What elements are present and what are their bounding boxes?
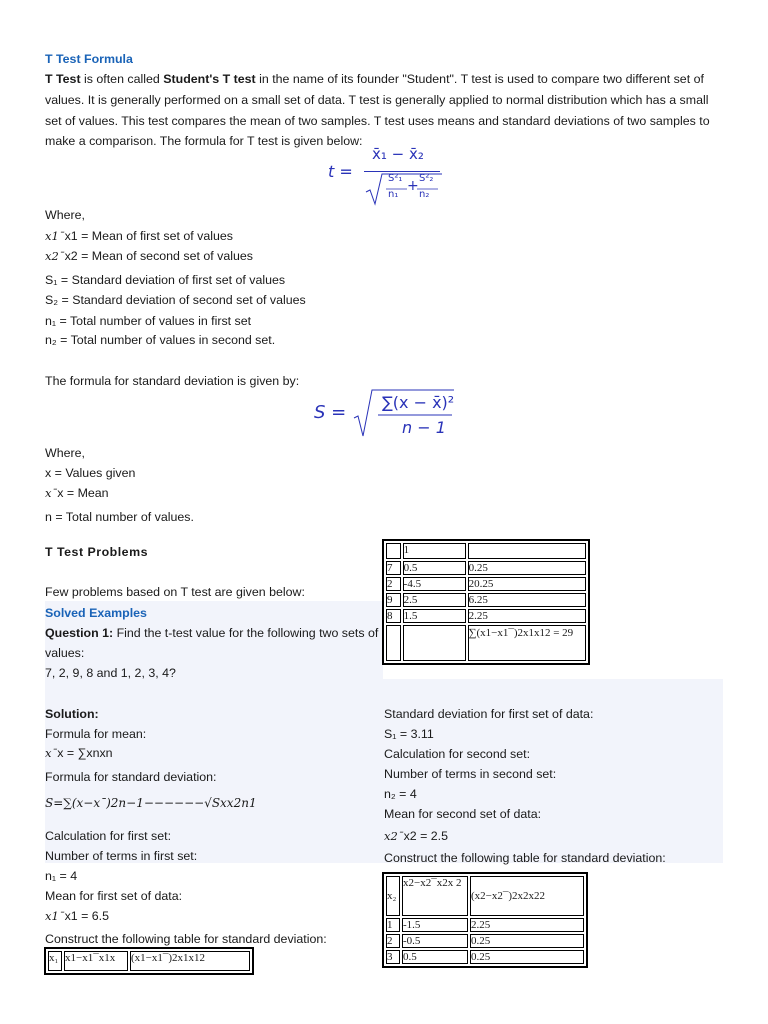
table-row: 9 2.5 6.25	[386, 593, 586, 607]
t-formula-s2: S²₂	[419, 173, 434, 184]
where-item: n₁ = Total number of values in first set	[45, 314, 252, 328]
sd-intro: The formula for standard deviation is given by:	[45, 374, 300, 388]
table-row: ∑(x1−x1¯)2x1x12 = 29	[386, 625, 586, 661]
question-line-2: values:	[45, 646, 85, 660]
t-formula-plus: +	[407, 178, 419, 194]
table-row: 8 1.5 2.25	[386, 609, 586, 623]
where-item: x¯x = Mean	[45, 486, 109, 500]
num-terms-first: Number of terms in first set:	[45, 849, 198, 863]
problems-intro: Few problems based on T test are given below:	[45, 585, 305, 599]
table-row: 1	[386, 543, 586, 559]
intro-text-1: is often called	[80, 72, 164, 86]
problems-heading: T Test Problems	[45, 545, 148, 559]
solved-examples-heading: Solved Examples	[45, 606, 147, 620]
sd-formula-numerator: ∑(x − x̄)²	[382, 393, 455, 412]
table-row: 2 -0.5 0.25	[386, 934, 584, 948]
second-set-sd-table	[382, 872, 588, 968]
mean-formula: x¯x = ∑xnxn	[45, 746, 113, 760]
intro-text-2: in the name of its founder "Student". T test is used to compare two different set of values. It is generally performed on a small set of data. T test is generally applied to normal distribution which has a small set of values. This test compares the mean of two samples. T test uses means and standard deviations of two samples to make a comparison. The formula for T test is given below:	[45, 72, 710, 149]
where-item: x = Values given	[45, 466, 136, 480]
sd-formula-inline: S=∑(x−x¯)2n−1−−−−−−√Sxx2n1	[45, 796, 257, 810]
t-formula-n2: n₂	[419, 189, 430, 200]
mean-second-label: Mean for second set of data:	[384, 807, 542, 821]
t-formula-numerator: x̄₁ − x̄₂	[372, 145, 424, 163]
calc-second-label: Calculation for second set:	[384, 747, 531, 761]
table-row: x₁ x1−x1¯x1x (x1−x1¯)2x1x12	[48, 951, 250, 971]
where-item: x2¯x2 = Mean of second set of values	[45, 249, 253, 263]
section-heading: T Test Formula	[45, 52, 133, 66]
where-label-1: Where,	[45, 208, 85, 222]
s1-value: S₁ = 3.11	[384, 727, 434, 741]
question-values: 7, 2, 9, 8 and 1, 2, 3, 4?	[45, 666, 176, 680]
mean-first-value: x1¯x1 = 6.5	[45, 909, 109, 923]
table-row: 1 -1.5 2.25	[386, 918, 584, 932]
num-terms-second: Number of terms in second set:	[384, 767, 557, 781]
mean-formula-label: Formula for mean:	[45, 727, 147, 741]
sd-formula-label: Formula for standard deviation:	[45, 770, 217, 784]
table-row: 7 0.5 0.25	[386, 561, 586, 575]
table-row: 2 -4.5 20.25	[386, 577, 586, 591]
where-item: S₁ = Standard deviation of first set of values	[45, 273, 286, 287]
intro-bold-ttest: T Test	[45, 72, 81, 86]
sd-formula-denominator: n − 1	[402, 418, 446, 437]
first-set-sd-table	[44, 947, 254, 975]
where-item: n = Total number of values.	[45, 510, 194, 524]
table-row: x₂ x2−x2¯x2x 2 (x2−x2¯)2x2x22	[386, 876, 584, 916]
calc-first-label: Calculation for first set:	[45, 829, 172, 843]
solution-right	[384, 704, 666, 868]
construct-table-right: Construct the following table for standard deviation:	[384, 851, 666, 865]
question-line	[45, 623, 378, 643]
sd-formula-lhs: S =	[314, 402, 347, 423]
question-text: Find the t-test value for the following two sets of	[113, 626, 379, 640]
n2-value: n₂ = 4	[384, 787, 417, 801]
solution-heading: Solution:	[45, 707, 99, 721]
mean-first-label: Mean for first set of data:	[45, 889, 183, 903]
where-item: n₂ = Total number of values in second set.	[45, 333, 276, 347]
question-label: Question 1:	[45, 626, 114, 640]
where-label-2: Where,	[45, 446, 85, 460]
t-formula-s1: S²₁	[388, 173, 403, 184]
sd-first-label: Standard deviation for first set of data:	[384, 707, 594, 721]
table-row: 3 0.5 0.25	[386, 950, 584, 964]
n1-value: n₁ = 4	[45, 869, 78, 883]
intro-bold-students: Student's T test	[163, 72, 256, 86]
where-item: S₂ = Standard deviation of second set of values	[45, 293, 306, 307]
t-test-formula	[328, 145, 458, 208]
mean-second-value: x2¯x2 = 2.5	[384, 829, 448, 843]
first-set-table	[382, 539, 590, 665]
construct-table-left: Construct the following table for standard deviation:	[45, 932, 327, 946]
where-item: x1¯x1 = Mean of first set of values	[45, 229, 233, 243]
intro-paragraph	[45, 69, 723, 152]
sd-formula	[312, 388, 457, 440]
t-formula-n1: n₁	[388, 189, 399, 200]
t-formula-lhs: t =	[328, 162, 353, 181]
